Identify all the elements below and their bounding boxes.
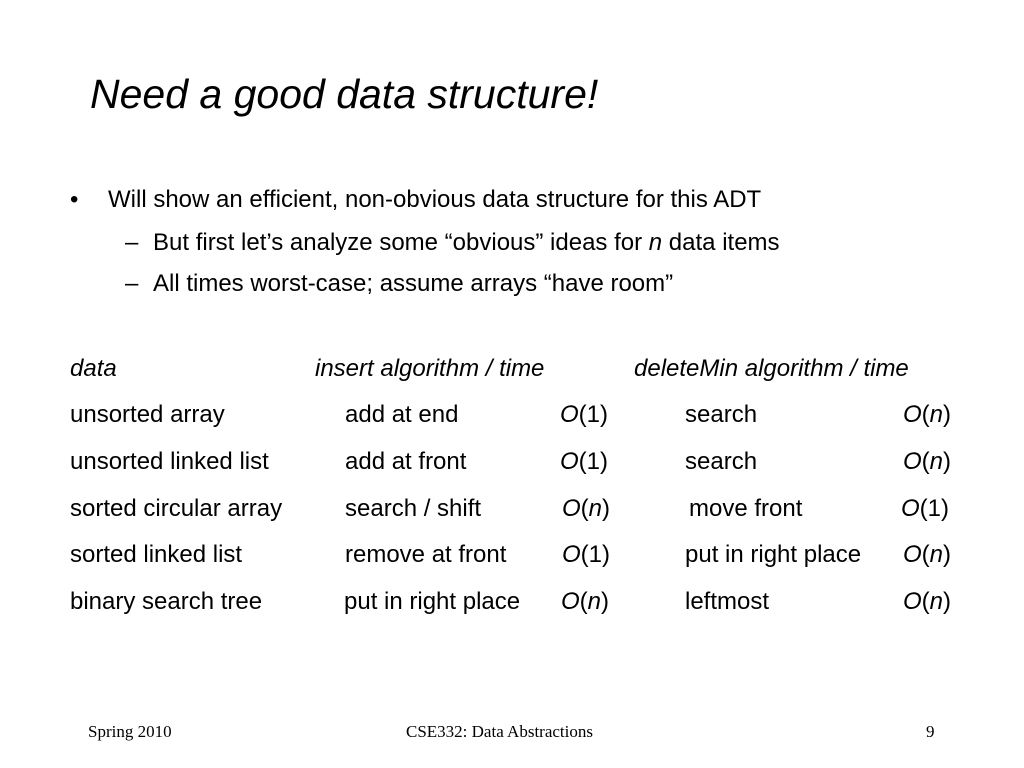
row-4-data: sorted linked list xyxy=(70,541,243,568)
row-1-insert-time xyxy=(560,401,608,430)
bullet-main-text: Will show an efficient, non-obvious data structure for this ADT xyxy=(108,186,762,213)
row-3-insert-alg: search / shift xyxy=(345,495,482,522)
complexity-argument: n xyxy=(929,401,944,428)
close-paren: ) xyxy=(943,541,952,568)
big-o-symbol: O xyxy=(560,401,579,428)
big-o-symbol: O xyxy=(562,495,581,522)
row-5-delete-alg: leftmost xyxy=(685,588,770,615)
complexity-argument: 1 xyxy=(586,401,601,428)
sub-bullet-2-text: All times worst-case; assume arrays “have room” xyxy=(153,270,674,297)
row-4-delete-time xyxy=(903,541,951,570)
row-1-delete-time xyxy=(903,401,951,430)
bullet-main xyxy=(0,186,1024,216)
sub-bullet-1-after: data items xyxy=(662,229,780,256)
row-4-delete-alg: put in right place xyxy=(685,541,862,568)
open-paren: ( xyxy=(580,541,589,568)
complexity-argument: n xyxy=(587,588,602,615)
sub-bullet-1-before: But first let’s analyze some “obvious” ideas for xyxy=(153,229,649,256)
close-paren: ) xyxy=(941,495,950,522)
big-o-symbol: O xyxy=(903,448,922,475)
row-4-insert-alg: remove at front xyxy=(345,541,507,568)
header-insert: insert algorithm / time xyxy=(315,355,545,382)
row-2-delete-time xyxy=(903,448,951,477)
close-paren: ) xyxy=(943,401,952,428)
row-3-delete-time xyxy=(901,495,949,524)
sub-bullet-1 xyxy=(0,229,1024,259)
footer-page-number: 9 xyxy=(926,722,935,741)
open-paren: ( xyxy=(921,541,930,568)
big-o-symbol: O xyxy=(561,588,580,615)
big-o-symbol: O xyxy=(903,541,922,568)
complexity-argument: n xyxy=(929,541,944,568)
row-5-insert-alg: put in right place xyxy=(344,588,521,615)
close-paren: ) xyxy=(943,588,952,615)
open-paren: ( xyxy=(579,588,588,615)
row-1-delete-alg: search xyxy=(685,401,758,428)
open-paren: ( xyxy=(919,495,928,522)
row-2-insert-time xyxy=(560,448,608,477)
open-paren: ( xyxy=(578,448,587,475)
header-data: data xyxy=(70,355,117,382)
row-3-data: sorted circular array xyxy=(70,495,283,522)
row-2-insert-alg: add at front xyxy=(345,448,467,475)
sub-bullet-2 xyxy=(0,270,1024,300)
slide-title: Need a good data structure! xyxy=(90,71,599,117)
big-o-symbol: O xyxy=(903,401,922,428)
sub-bullet-marker: – xyxy=(125,229,139,256)
close-paren: ) xyxy=(600,448,609,475)
row-3-delete-alg: move front xyxy=(689,495,803,522)
complexity-argument: 1 xyxy=(586,448,601,475)
close-paren: ) xyxy=(943,448,952,475)
row-5-delete-time xyxy=(903,588,951,617)
row-4-insert-time xyxy=(562,541,610,570)
big-o-symbol: O xyxy=(560,448,579,475)
close-paren: ) xyxy=(602,495,611,522)
close-paren: ) xyxy=(602,541,611,568)
footer-course: CSE332: Data Abstractions xyxy=(406,722,593,741)
sub-bullet-marker: – xyxy=(125,270,139,297)
open-paren: ( xyxy=(578,401,587,428)
big-o-symbol: O xyxy=(562,541,581,568)
open-paren: ( xyxy=(921,588,930,615)
sub-bullet-1-var: n xyxy=(648,229,663,256)
sub-bullet-1-text xyxy=(153,229,780,258)
open-paren: ( xyxy=(921,448,930,475)
row-5-insert-time xyxy=(561,588,609,617)
row-3-insert-time xyxy=(562,495,610,524)
close-paren: ) xyxy=(601,588,610,615)
complexity-argument: n xyxy=(588,495,603,522)
complexity-argument: n xyxy=(929,588,944,615)
open-paren: ( xyxy=(921,401,930,428)
big-o-symbol: O xyxy=(901,495,920,522)
close-paren: ) xyxy=(600,401,609,428)
row-2-delete-alg: search xyxy=(685,448,758,475)
complexity-argument: n xyxy=(929,448,944,475)
row-1-insert-alg: add at end xyxy=(345,401,459,428)
row-2-data: unsorted linked list xyxy=(70,448,269,475)
row-5-data: binary search tree xyxy=(70,588,263,615)
bullet-marker: • xyxy=(70,186,79,213)
row-1-data: unsorted array xyxy=(70,401,225,428)
open-paren: ( xyxy=(580,495,589,522)
big-o-symbol: O xyxy=(903,588,922,615)
complexity-argument: 1 xyxy=(927,495,942,522)
complexity-argument: 1 xyxy=(588,541,603,568)
footer-date: Spring 2010 xyxy=(88,722,172,741)
header-delete: deleteMin algorithm / time xyxy=(634,355,909,382)
